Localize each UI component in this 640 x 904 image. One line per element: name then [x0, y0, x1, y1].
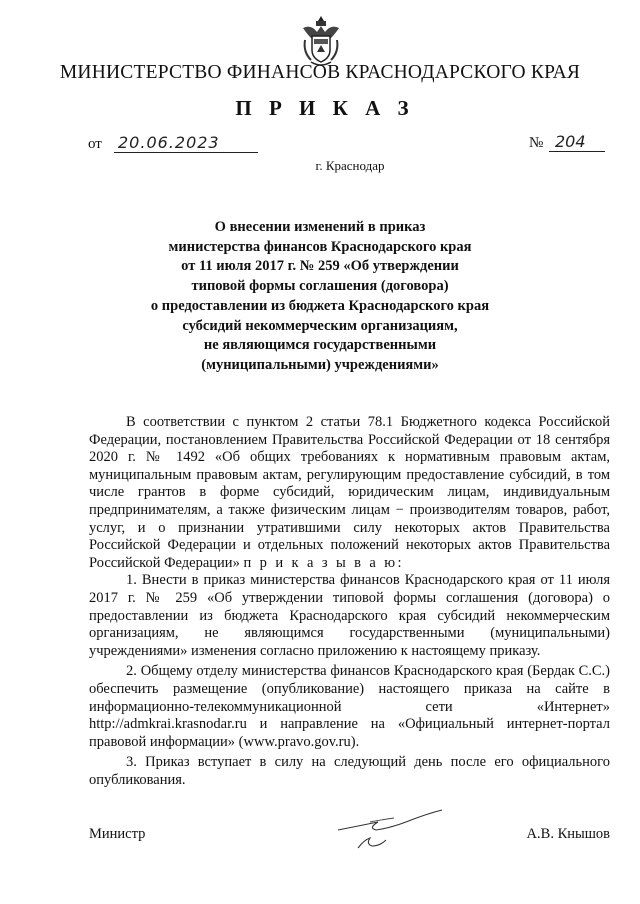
- date-underline: [114, 152, 258, 153]
- signer-name: А.В. Кнышов: [526, 826, 610, 842]
- order-word: п р и к а з ы в а ю:: [243, 554, 404, 571]
- item-3: 3. Приказ вступает в силу на следующий день после его официального опубликования.: [89, 754, 610, 788]
- ministry-name: МИНИСТЕРСТВО ФИНАНСОВ КРАСНОДАРСКОГО КРАЯ: [59, 62, 581, 83]
- subject-line: о предоставлении из бюджета Краснодарского края: [150, 297, 490, 314]
- subject-line: не являющимся государственными: [203, 337, 437, 354]
- item-1: 1. Внести в приказ министерства финансов Краснодарского края от 11 июля 2017 г. № 259 «Об утверждении типовой формы соглашения (договора) о предоставлении из бюджета Краснодарского края субсидий некоммерческим организациям, не являющимся государственными (муниципальными) учреждениями» изменения согласно приложению к настоящему приказу.: [89, 572, 610, 659]
- preamble-paragraph: [89, 414, 610, 572]
- number-value: 204: [555, 132, 586, 151]
- preamble-text: В соответствии с пунктом 2 статьи 78.1 Бюджетного кодекса Российской Федерации, постановлением Правительства Российской Федерации от 18 сентября 2020 г. № 1492 «Об общих требованиях к нормативным правовым актам, муниципальным правовым актам, регулирующим предоставление субсидий, в том числе грантов в форме субсидий, юридическим лицам, индивидуальным предпринимателям, а также физическим лицам − производителям товаров, работ, услуг, и о признании утратившими силу некоторых актов Правительства Российской Федерации и отдельных положений некоторых актов Правительства Российской Федерации»: [89, 414, 610, 571]
- date-label: от: [88, 136, 102, 152]
- city: г. Краснодар: [315, 158, 385, 173]
- subject-line: от 11 июля 2017 г. № 259 «Об утверждении: [181, 258, 459, 275]
- signature-icon: [330, 808, 450, 856]
- subject-line: министерства финансов Краснодарского края: [168, 238, 472, 255]
- item-2: 2. Общему отделу министерства финансов Краснодарского края (Бердак С.С.) обеспечить размещение (опубликование) настоящего приказа на сайте в информационно-телекоммуникационной сети «Интернет» http://admkrai.krasnodar.ru и направление на «Официальный интернет-портал правовой информации» (www.pravo.gov.ru).: [89, 663, 610, 750]
- date-value: 20.06.2023: [118, 133, 220, 152]
- subject-line: типовой формы соглашения (договора): [191, 278, 449, 295]
- subject-line: субсидий некоммерческим организациям,: [182, 317, 458, 334]
- document-body: [89, 414, 610, 789]
- subject-line: О внесении изменений в приказ: [214, 219, 426, 235]
- document-subject: [0, 218, 640, 376]
- number-underline: [549, 151, 605, 152]
- number-label: №: [529, 135, 544, 151]
- coat-of-arms-icon: [299, 14, 343, 68]
- document-type: П Р И К А З: [235, 96, 415, 120]
- subject-line: (муниципальными) учреждениями»: [201, 356, 439, 373]
- signer-position: Министр: [89, 826, 146, 842]
